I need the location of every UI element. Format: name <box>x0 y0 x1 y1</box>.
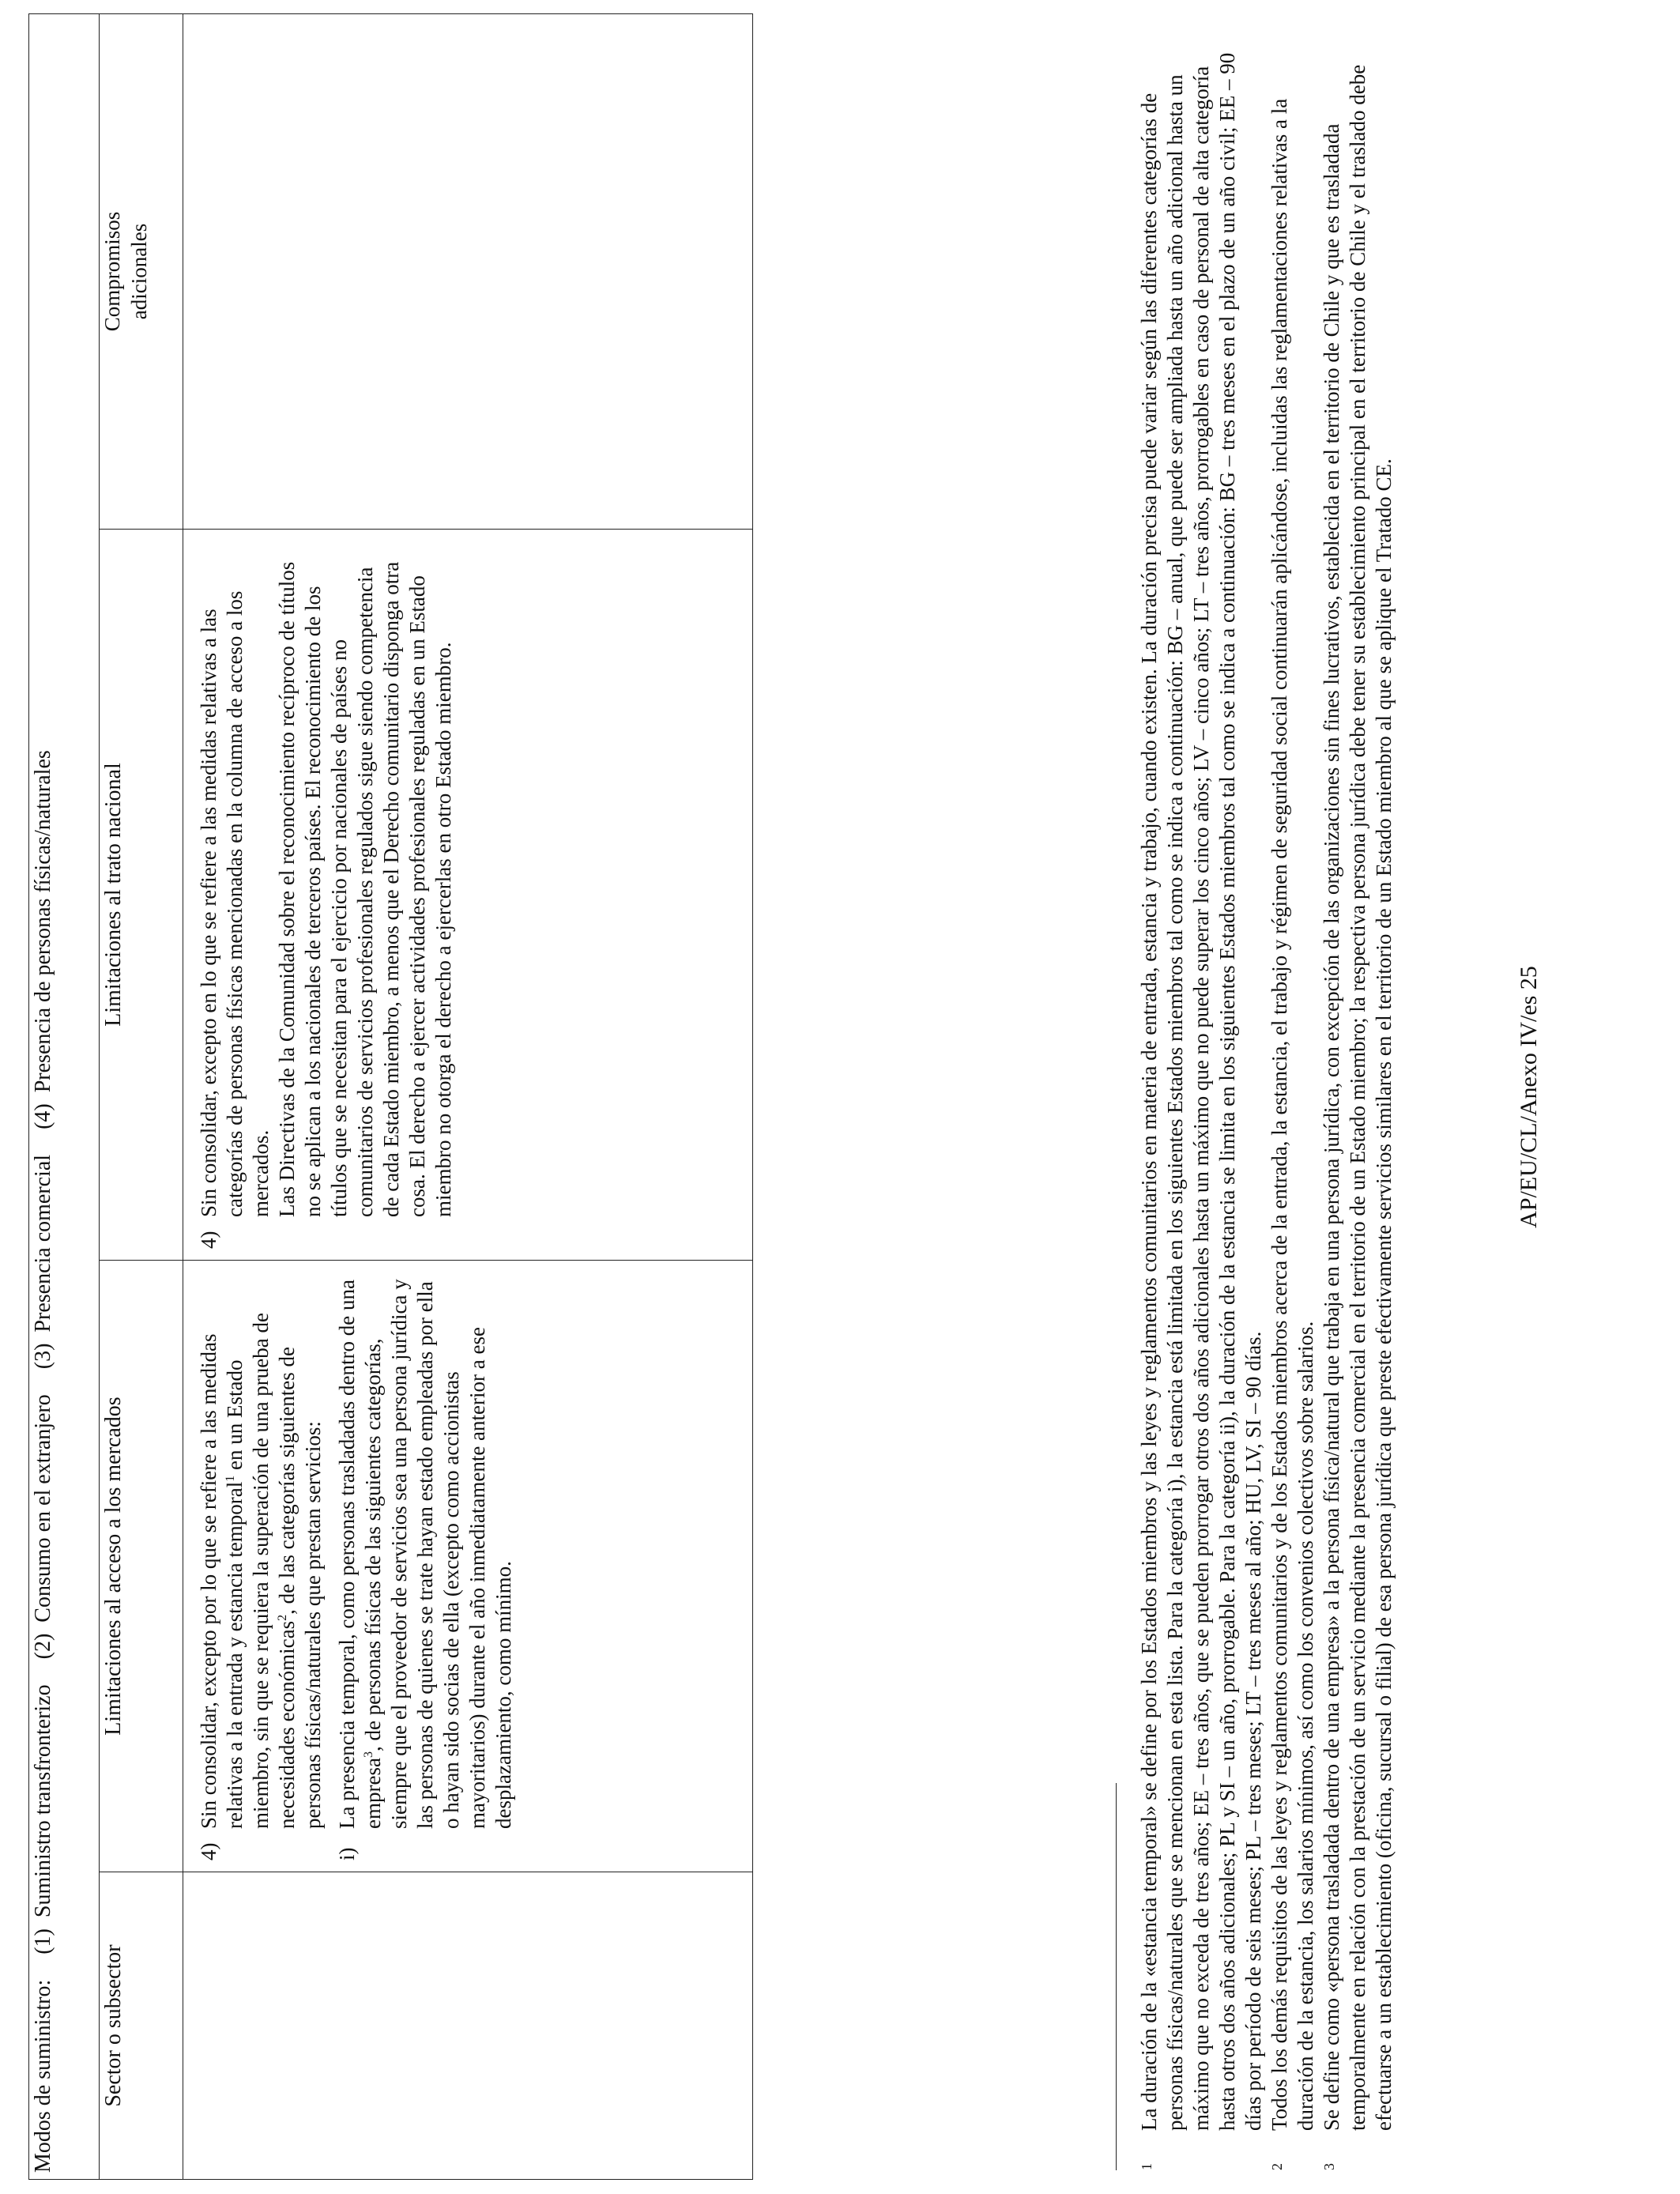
col-header-additional-line2: adicionales <box>126 223 151 320</box>
mode-1-num: (1) <box>31 1928 55 1955</box>
market-access-cell <box>183 1261 753 1872</box>
mode-2-label: Consumo en el extranjero <box>31 1394 55 1623</box>
footnote-ref-1: 1 <box>224 1475 237 1482</box>
footnotes <box>1136 28 1397 2170</box>
mode-3-label: Presencia comercial <box>31 1154 55 1333</box>
mode-4-label: Presencia de personas físicas/naturales <box>31 750 55 1093</box>
col-header-sector: Sector o subsector <box>100 1872 183 2180</box>
mode-1-label: Suministro transfronterizo <box>31 1684 55 1918</box>
mode-3-num: (3) <box>31 1343 55 1370</box>
sector-cell <box>183 1872 753 2180</box>
list-item <box>334 1273 517 1860</box>
mode-4-num: (4) <box>31 1103 55 1129</box>
col-header-additional <box>100 13 183 529</box>
col-header-additional-line1: Compromisos <box>100 211 124 332</box>
col-header-market-access: Limitaciones al acceso a los mercados <box>100 1261 183 1872</box>
schedule-table <box>28 13 753 2180</box>
page-footer: AP/EU/CL/Anexo IV/es 25 <box>1516 966 1542 1228</box>
modes-label: Modos de suministro: <box>31 1979 55 2173</box>
modes-row <box>29 13 100 2179</box>
footnote-1: 1 La duración de la «estancia temporal» se define por los Estados miembros y las leyes y reglamentos comunitarios en materia de entrada, estancia y trabajo, cuando existen. La duración precisa puede variar según las diferentes categorías de personas físicas/naturales que se mencionan en esta lista. Para la categoría i), la estancia está limitada en los siguientes Estados miembros tal como se indica a continuación: BG – anual, que puede ser ampliada hasta un año adicional hasta un máximo que no exceda de tres años; EE – tres años, que se pueden prorrogar otros dos años adicionales hasta un máximo que no puede superar los cinco años; LV – cinco años; LT – tres años, prorrogables en caso de personal de alta categoría hasta otros dos años adicionales; PL y SI – un año, prorrogable. Para la categoría ii), la duración de la estancia se limita en los siguientes Estados miembros tal como se indica a continuación: BG – tres meses en el plazo de un año civil; EE – 90 días por período de seis meses; PL – tres meses; LT – tres meses al año; HU, LV, SI – 90 días. <box>1137 52 1265 2170</box>
national-treatment-para-2: Las Directivas de la Comunidad sobre el reconocimiento recíproco de títulos no se aplican a los nacionales de terceros países. El reconocimiento de los títulos que se necesitan para el ejercicio por nacionales de países no comunitarios de servicios profesionales regulados sigue siendo competencia de cada Estado miembro, a menos que el Derecho comunitario disponga otra cosa. El derecho a ejercer actividades profesionales reguladas en un Estado miembro no otorga el derecho a ejercerlas en otro Estado miembro. <box>275 561 455 1217</box>
market-access-tag: 4) <box>197 1842 220 1860</box>
market-access-text: Sin consolidar, excepto por lo que se refiere a las medidas relativas a la entrada y estancia temporal$^1$ en un Estado miembro, sin que se requiera la superación de una prueba de necesidades económicas$^2$, de las categorías siguientes de personas físicas/naturales que prestan servicios: <box>197 1313 325 1829</box>
footnote-2: 2 Todos los demás requisitos de las leyes y reglamentos comunitarios y de los Estados miembros acerca de la entrada, la estancia, el trabajo y régimen de seguridad social continuarán aplicándose, incluidas las reglamentaciones relativas a la duración de la estancia, los salarios mínimos, así como los convenios colectivos sobre salarios. <box>1268 98 1317 2170</box>
modes-of-supply <box>29 14 58 2179</box>
mode-2-num: (2) <box>31 1633 55 1660</box>
item-tag: i) <box>335 1847 359 1860</box>
col-header-national-treatment: Limitaciones al trato nacional <box>100 530 183 1261</box>
table-row <box>183 13 753 2179</box>
national-treatment-para-1: Sin consolidar, excepto en lo que se refiere a las medidas relativas a las categorías de personas físicas mencionadas en la columna de acceso a los mercados. <box>197 590 273 1217</box>
item-text: La presencia temporal, como personas trasladadas dentro de una empresa$^3$, de personas físicas de las siguientes categorías, siempre que el proveedor de servicios sea una persona jurídica y las personas de quienes se trate hayan estado empleadas por ella o hayan sido socias de ella (excepto como accionistas mayoritarios) durante el año inmediatamente anterior a ese desplazamiento, como mínimo. <box>335 1279 515 1829</box>
footnote-divider <box>1116 1783 1117 2170</box>
footnote-ref-3: 3 <box>362 1751 375 1759</box>
footnote-ref-2: 2 <box>276 1614 289 1621</box>
additional-commitments-cell <box>183 13 753 529</box>
national-treatment-tag: 4) <box>197 1231 220 1249</box>
column-header-row <box>100 13 183 2179</box>
footnote-3: 3 Se define como «persona trasladada dentro de una empresa» a la persona física/natural que trabaja en una persona jurídica, con excepción de las organizaciones sin fines lucrativos, establecida en el territorio de Chile y que es trasladada temporalmente en relación con la prestación de un servicio mediante la presencia comercial en el territorio de un Estado miembro; la respectiva persona jurídica debe tener su establecimiento principal en el territorio de Chile y el traslado debe efectuarse a un establecimiento (oficina, sucursal o filial) de esa persona jurídica que preste efectivamente servicios similares en el territorio de un Estado miembro al que se aplique el Tratado CE. <box>1320 64 1396 2170</box>
national-treatment-cell <box>183 530 753 1261</box>
